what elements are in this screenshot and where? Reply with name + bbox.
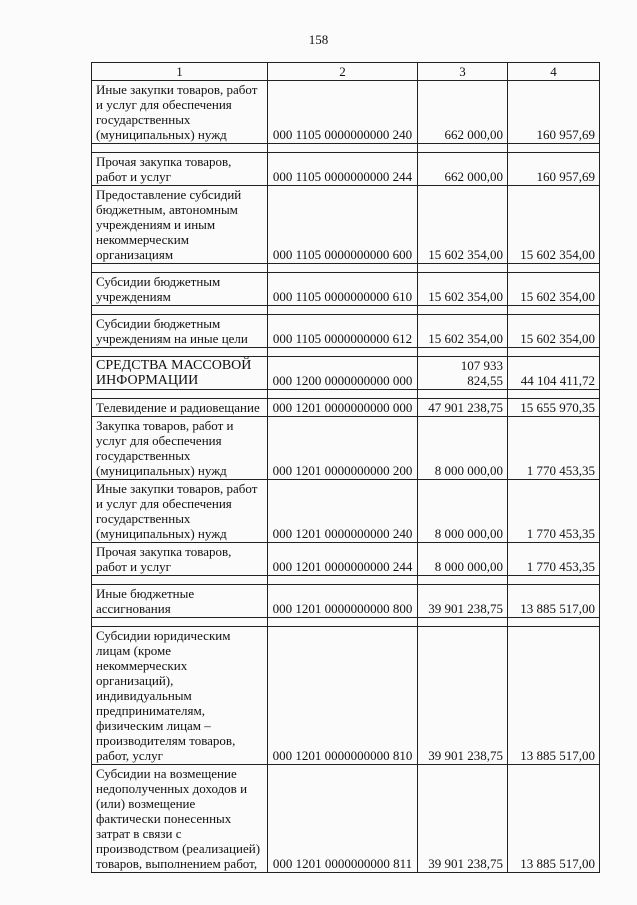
- table-row: [92, 480, 600, 543]
- planned-amount-cell: 662 000,00: [418, 153, 508, 186]
- planned-amount-cell: 47 901 238,75: [418, 399, 508, 417]
- separator-cell: [418, 348, 508, 357]
- planned-amount-cell: 15 602 354,00: [418, 315, 508, 348]
- budget-code-cell: 000 1105 0000000000 600: [268, 186, 418, 264]
- item-name-cell: Иные закупки товаров, работ и услуг для обеспечения государственных (муниципальных) нужд: [92, 81, 268, 144]
- row-separator: [92, 306, 600, 315]
- planned-amount-cell: 8 000 000,00: [418, 480, 508, 543]
- budget-code-cell: 000 1201 0000000000 811: [268, 765, 418, 873]
- separator-cell: [92, 618, 268, 627]
- separator-cell: [508, 348, 600, 357]
- executed-amount-cell: 13 885 517,00: [508, 765, 600, 873]
- item-name-cell: Телевидение и радиовещание: [92, 399, 268, 417]
- separator-cell: [92, 306, 268, 315]
- separator-cell: [268, 348, 418, 357]
- separator-cell: [92, 264, 268, 273]
- item-name-cell: Субсидии юридическим лицам (кроме некоммерческих организаций), индивидуальным предпринимателям, физическим лицам – производителям товаров, работ, услуг: [92, 627, 268, 765]
- executed-amount-cell: 15 602 354,00: [508, 273, 600, 306]
- executed-amount-cell: 44 104 411,72: [508, 357, 600, 390]
- separator-cell: [508, 264, 600, 273]
- executed-amount-cell: 160 957,69: [508, 153, 600, 186]
- table-row: [92, 81, 600, 144]
- table-row: [92, 273, 600, 306]
- column-header: 4: [508, 63, 600, 81]
- budget-code-cell: 000 1201 0000000000 240: [268, 480, 418, 543]
- budget-code-cell: 000 1201 0000000000 200: [268, 417, 418, 480]
- row-separator: [92, 618, 600, 627]
- table-row: [92, 543, 600, 576]
- budget-code-cell: 000 1105 0000000000 240: [268, 81, 418, 144]
- item-name-cell: Иные бюджетные ассигнования: [92, 585, 268, 618]
- header-row: [92, 63, 600, 81]
- page-number: 158: [308, 32, 329, 47]
- table-row: [92, 315, 600, 348]
- budget-code-cell: 000 1201 0000000000 000: [268, 399, 418, 417]
- item-name-cell: Иные закупки товаров, работ и услуг для обеспечения государственных (муниципальных) нужд: [92, 480, 268, 543]
- separator-cell: [92, 348, 268, 357]
- planned-amount-cell: 39 901 238,75: [418, 765, 508, 873]
- executed-amount-cell: 13 885 517,00: [508, 627, 600, 765]
- item-name-cell: СРЕДСТВА МАССОВОЙ ИНФОРМАЦИИ: [92, 357, 268, 390]
- planned-amount-cell: 15 602 354,00: [418, 186, 508, 264]
- table-row: [92, 399, 600, 417]
- item-name-cell: Субсидии бюджетным учреждениям на иные цели: [92, 315, 268, 348]
- separator-cell: [92, 576, 268, 585]
- item-name-cell: Предоставление субсидий бюджетным, автономным учреждениям и иным некоммерческим организациям: [92, 186, 268, 264]
- executed-amount-cell: 15 602 354,00: [508, 315, 600, 348]
- executed-amount-cell: 160 957,69: [508, 81, 600, 144]
- budget-code-cell: 000 1105 0000000000 612: [268, 315, 418, 348]
- separator-cell: [418, 264, 508, 273]
- executed-amount-cell: 13 885 517,00: [508, 585, 600, 618]
- separator-cell: [268, 144, 418, 153]
- executed-amount-cell: 1 770 453,35: [508, 417, 600, 480]
- separator-cell: [418, 618, 508, 627]
- planned-amount-cell: 662 000,00: [418, 81, 508, 144]
- separator-cell: [508, 618, 600, 627]
- row-separator: [92, 264, 600, 273]
- separator-cell: [508, 576, 600, 585]
- planned-amount-cell: 39 901 238,75: [418, 585, 508, 618]
- row-separator: [92, 348, 600, 357]
- row-separator: [92, 576, 600, 585]
- item-name-cell: Субсидии бюджетным учреждениям: [92, 273, 268, 306]
- budget-code-cell: 000 1200 0000000000 000: [268, 357, 418, 390]
- table-row: [92, 417, 600, 480]
- separator-cell: [418, 390, 508, 399]
- separator-cell: [268, 576, 418, 585]
- separator-cell: [508, 306, 600, 315]
- executed-amount-cell: 15 655 970,35: [508, 399, 600, 417]
- table-row: [92, 153, 600, 186]
- separator-cell: [268, 618, 418, 627]
- separator-cell: [92, 144, 268, 153]
- table-row: [92, 585, 600, 618]
- table-row: [92, 627, 600, 765]
- separator-cell: [268, 390, 418, 399]
- budget-table: [91, 62, 600, 873]
- separator-cell: [268, 264, 418, 273]
- row-separator: [92, 390, 600, 399]
- executed-amount-cell: 15 602 354,00: [508, 186, 600, 264]
- budget-code-cell: 000 1201 0000000000 800: [268, 585, 418, 618]
- planned-amount-cell: 39 901 238,75: [418, 627, 508, 765]
- budget-code-cell: 000 1201 0000000000 244: [268, 543, 418, 576]
- item-name-cell: Субсидии на возмещение недополученных доходов и (или) возмещение фактически понесенных затрат в связи с производством (реализацией) товаров, выполнением работ,: [92, 765, 268, 873]
- separator-cell: [92, 390, 268, 399]
- table-row: [92, 186, 600, 264]
- table-row: [92, 765, 600, 873]
- item-name-cell: Закупка товаров, работ и услуг для обеспечения государственных (муниципальных) нужд: [92, 417, 268, 480]
- item-name-cell: Прочая закупка товаров, работ и услуг: [92, 543, 268, 576]
- planned-amount-cell: 15 602 354,00: [418, 273, 508, 306]
- separator-cell: [418, 144, 508, 153]
- row-separator: [92, 144, 600, 153]
- budget-code-cell: 000 1105 0000000000 244: [268, 153, 418, 186]
- column-header: 1: [92, 63, 268, 81]
- planned-amount-cell: 107 933 824,55: [418, 357, 508, 390]
- column-header: 3: [418, 63, 508, 81]
- column-header: 2: [268, 63, 418, 81]
- separator-cell: [418, 576, 508, 585]
- planned-amount-cell: 8 000 000,00: [418, 543, 508, 576]
- planned-amount-cell: 8 000 000,00: [418, 417, 508, 480]
- separator-cell: [418, 306, 508, 315]
- item-name-cell: Прочая закупка товаров, работ и услуг: [92, 153, 268, 186]
- budget-code-cell: 000 1201 0000000000 810: [268, 627, 418, 765]
- separator-cell: [508, 144, 600, 153]
- separator-cell: [508, 390, 600, 399]
- budget-code-cell: 000 1105 0000000000 610: [268, 273, 418, 306]
- executed-amount-cell: 1 770 453,35: [508, 543, 600, 576]
- section-row: [92, 357, 600, 390]
- executed-amount-cell: 1 770 453,35: [508, 480, 600, 543]
- separator-cell: [268, 306, 418, 315]
